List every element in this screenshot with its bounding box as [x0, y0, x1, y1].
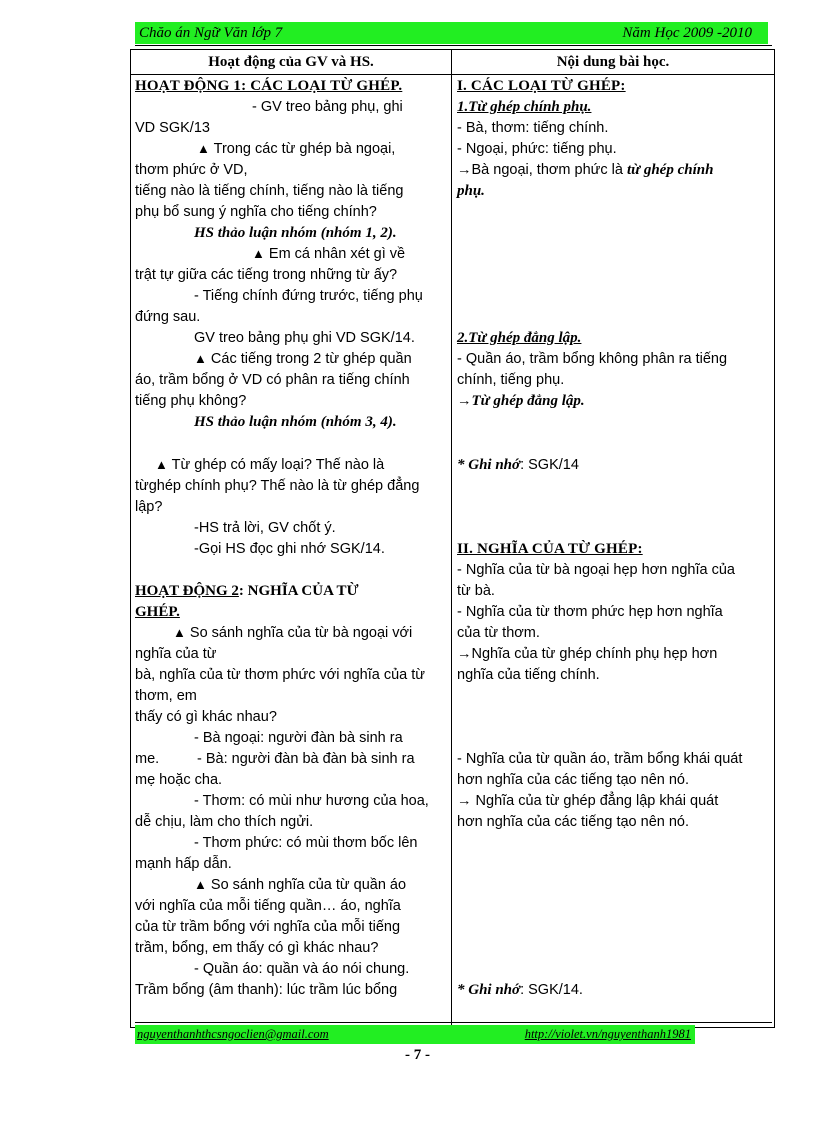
section-1-heading: I. CÁC LOẠI TỪ GHÉP: [457, 78, 626, 94]
text-line: hơn nghĩa của các tiếng tạo nên nó. [457, 772, 690, 788]
text-line: nghĩa của từ [135, 646, 217, 662]
triangle-up-icon: ▲ [155, 457, 168, 472]
text-line: của từ thơm. [457, 625, 540, 641]
triangle-up-icon: ▲ [197, 141, 210, 156]
text-line: thơm, em [135, 688, 197, 704]
footer-rule [135, 1022, 772, 1023]
text-line: → Nghĩa của từ ghép đẳng lập khái quát [457, 793, 719, 809]
footer-email-link[interactable]: nguyenthanhthcsngoclien@gmail.com [137, 1027, 329, 1041]
text-line: lập? [135, 499, 163, 515]
col-heading-activities: Hoạt động của GV và HS. [131, 50, 452, 75]
page-number: - 7 - [405, 1047, 430, 1063]
text-line: - Ngoại, phức: tiếng phụ. [457, 141, 617, 157]
group-discussion-note: HS thảo luận nhóm (nhóm 3, 4). [194, 414, 397, 430]
text-line: ▲ So sánh nghĩa của từ bà ngoại với [173, 625, 413, 641]
text-line: với nghĩa của mỗi tiếng quần… áo, nghĩa [135, 898, 401, 914]
text-line: ▲ So sánh nghĩa của từ quần áo [194, 877, 407, 893]
triangle-up-icon: ▲ [194, 877, 207, 892]
page-footer [135, 1025, 695, 1044]
arrow-right-icon: → [457, 646, 472, 662]
text-line: phụ bổ sung ý nghĩa cho tiếng chính? [135, 204, 377, 220]
text-line: -HS trả lời, GV chốt ý. [194, 520, 336, 536]
subsection-heading: 1.Từ ghép chính phụ. [457, 99, 592, 115]
text-line: ▲ Trong các từ ghép bà ngoại, [197, 141, 396, 157]
col-heading-content: Nội dung bài học. [452, 50, 775, 75]
memo-note: * Ghi nhớ: SGK/14 [457, 457, 579, 473]
text-line: bà, nghĩa của từ thơm phức với nghĩa của từ [135, 667, 425, 683]
text-line: trật tự giữa các tiếng trong những từ ấy? [135, 267, 398, 283]
text-line: - Bà ngoại: người đàn bà sinh ra [194, 730, 403, 746]
subsection-heading: 2.Từ ghép đẳng lập. [457, 330, 582, 346]
header-title: Chăo án Ngữ Văn lớp 7 [139, 25, 283, 41]
text-line: đứng sau. [135, 309, 201, 325]
text-line: Trầm bổng (âm thanh): lúc trầm lúc bổng [135, 982, 398, 998]
activity-1-heading: HOẠT ĐỘNG 1: CÁC LOẠI TỪ GHÉP. [135, 78, 403, 94]
text-line: - Quần áo, trầm bổng không phân ra tiếng [457, 351, 728, 367]
text-line: -Gọi HS đọc ghi nhớ SGK/14. [194, 541, 385, 557]
footer-url-link[interactable]: http://violet.vn/nguyenthanh1981 [524, 1027, 691, 1041]
content-column [452, 75, 774, 1027]
text-line: trầm, bổng, em thấy có gì khác nhau? [135, 940, 379, 956]
text-line: mạnh hấp dẫn. [135, 856, 232, 872]
memo-note: * Ghi nhớ: SGK/14. [457, 982, 583, 998]
text-line: ▲ Em cá nhân xét gì về [252, 246, 406, 262]
text-line: me. [135, 751, 160, 767]
header-school-year: Năm Học 2009 -2010 [622, 25, 752, 41]
text-line: ▲ Từ ghép có mấy loại? Thế nào là [155, 457, 385, 473]
text-line: từ bà. [457, 583, 495, 599]
activities-column [131, 75, 451, 1027]
triangle-up-icon: ▲ [173, 625, 186, 640]
text-line: - Nghĩa của từ thơm phức hẹp hơn nghĩa [457, 604, 723, 620]
text-line: - Thơm: có mùi như hương của hoa, [194, 793, 429, 809]
text-line: dễ chịu, làm cho thích ngửi. [135, 814, 314, 830]
text-line: - GV treo bảng phụ, ghi [252, 99, 403, 115]
text-line: thấy có gì khác nhau? [135, 709, 277, 725]
text-line: - Bà, thơm: tiếng chính. [457, 120, 609, 136]
header-rule [135, 45, 772, 46]
content-cell [452, 75, 775, 1028]
text-line: GV treo bảng phụ ghi VD SGK/14. [194, 330, 415, 346]
text-line: →Bà ngoại, thơm phức là từ ghép chính [457, 162, 714, 178]
text-line: áo, trầm bổng ở VD có phân ra tiếng chính [135, 372, 410, 388]
arrow-right-icon: → [457, 793, 472, 809]
text-line: ▲ Các tiếng trong 2 từ ghép quần [194, 351, 412, 367]
text-line: của từ trầm bổng với nghĩa của mỗi tiếng [135, 919, 401, 935]
text-line: →Nghĩa của từ ghép chính phụ hẹp hơn [457, 646, 718, 662]
text-line: hơn nghĩa của các tiếng tạo nên nó. [457, 814, 690, 830]
text-line: - Tiếng chính đứng trước, tiếng phụ [194, 288, 423, 304]
text-line: - Nghĩa của từ quần áo, trầm bổng khái quát [457, 751, 743, 767]
text-line: →Từ ghép đẳng lập. [457, 393, 585, 409]
section-2-heading: II. NGHĨA CỦA TỪ GHÉP: [457, 541, 643, 557]
text-line: - Nghĩa của từ bà ngoại hẹp hơn nghĩa của [457, 562, 735, 578]
lesson-table [130, 49, 775, 1028]
arrow-right-icon: → [457, 162, 472, 178]
activities-cell [131, 75, 452, 1028]
text-line: - Bà: người đàn bà đàn bà sinh ra [197, 751, 415, 767]
text-line: mẹ hoặc cha. [135, 772, 223, 788]
activity-2-heading-cont: GHÉP. [135, 604, 180, 620]
text-line: - Thơm phức: có mùi thơm bốc lên [194, 835, 418, 851]
text-line: phụ. [457, 183, 485, 199]
text-line: tiếng nào là tiếng chính, tiếng nào là tiếng [135, 183, 404, 199]
text-line: chính, tiếng phụ. [457, 372, 565, 388]
text-line: từghép chính phụ? Thế nào là từ ghép đẳng [135, 478, 420, 494]
group-discussion-note: HS thảo luận nhóm (nhóm 1, 2). [194, 225, 397, 241]
text-line: nghĩa của tiếng chính. [457, 667, 600, 683]
arrow-right-icon: → [457, 393, 472, 409]
triangle-up-icon: ▲ [194, 351, 207, 366]
text-line: thơm phức ở VD, [135, 162, 248, 178]
text-line: tiếng phụ không? [135, 393, 247, 409]
page-header [135, 22, 768, 44]
triangle-up-icon: ▲ [252, 246, 265, 261]
text-line: VD SGK/13 [135, 120, 210, 136]
text-line: - Quần áo: quần và áo nói chung. [194, 961, 410, 977]
activity-2-heading: HOẠT ĐỘNG 2: NGHĨA CỦA TỪ [135, 583, 359, 599]
